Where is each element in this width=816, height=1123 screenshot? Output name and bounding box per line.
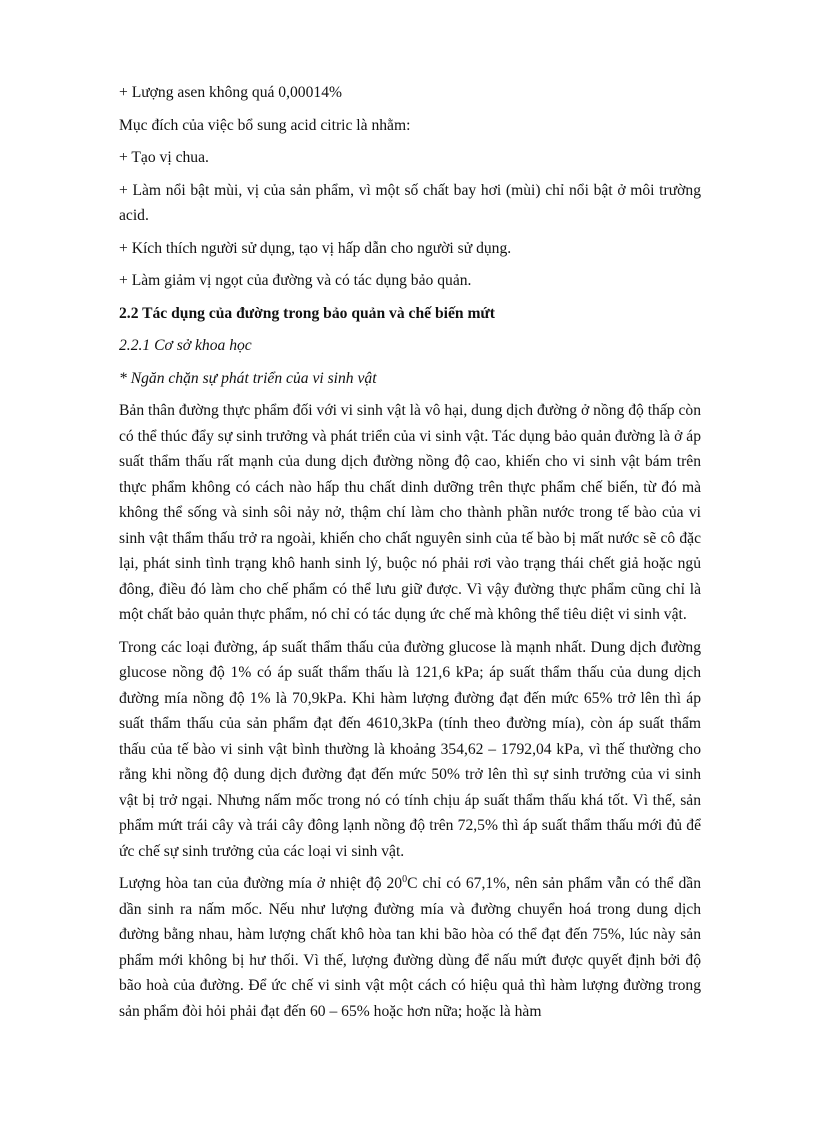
citric-purpose-intro: Mục đích của việc bổ sung acid citric là nhằm: <box>119 116 411 134</box>
paragraph-microbe-inhibition: Bản thân đường thực phẩm đối với vi sinh vật là vô hại, dung dịch đường ở nồng độ thấp còn có thể thúc đẩy sự sinh trưởng và phát triển của vi sinh vật. Tác dụng bảo quản đường là ở áp suất thẩm thấu rất mạnh của dung dịch đường nồng độ cao, khiến cho vi sinh vật bám trên thực phẩm không có cách nào hấp thu chất dinh dưỡng trên thực phẩm chế biến, từ đó mà không thể sống và sinh sôi nảy nở, thậm chí làm cho thành phần nước trong tế bào của vi sinh vật thẩm thấu trở ra ngoài, khiến cho chất nguyên sinh của tế bào bị mất nước sẽ cô đặc lại, phát sinh tình trạng khô hanh sinh lý, buộc nó phải rơi vào trạng thái chết giả hoặc ngủ đông, điều đó làm cho chế phẩm có thể lưu giữ được. Vì vậy đường thực phẩm cũng chỉ là một chất bảo quản thực phẩm, nó chỉ có tác dụng ức chế mà không thể tiêu diệt vi sinh vật. <box>119 402 701 623</box>
purpose-item-preserve: + Làm giảm vị ngọt của đường và có tác dụng bảo quản. <box>119 272 472 289</box>
bullet-heading: * Ngăn chặn sự phát triển của vi sinh vật <box>119 369 377 387</box>
subsection-heading: 2.2.1 Cơ sở khoa học <box>119 337 252 354</box>
paragraph-solubility <box>119 871 701 1024</box>
solubility-text-rest: C chỉ có 67,1%, nên sản phẩm vẫn có thể dần dần sinh ra nấm mốc. Nếu như lượng đường mía và đường chuyển hoá trong dung dịch đường bằng nhau, hàm lượng chất khô hòa tan khi bão hòa có thể đạt đến 75%, lúc này sản phẩm mới không bị hư thối. Vì thế, lượng đường dùng để nấu mứt được quyết định bởi độ bão hoà của đường. Để ức chế vi sinh vật một cách có hiệu quả thì hàm lượng đường trong sản phẩm đòi hỏi phải đạt đến 60 – 65% hoặc hơn nữa; hoặc là hàm <box>119 875 701 1020</box>
purpose-item-sour: + Tạo vị chua. <box>119 149 209 166</box>
solubility-text-start: Lượng hòa tan của đường mía ở nhiệt độ 20 <box>119 875 403 892</box>
purpose-item-aroma: + Làm nổi bật mùi, vị của sản phẩm, vì một số chất bay hơi (mùi) chỉ nổi bật ở môi trường acid. <box>119 181 701 224</box>
purpose-item-appeal: + Kích thích người sử dụng, tạo vị hấp dẫn cho người sử dụng. <box>119 239 512 257</box>
paragraph-osmotic-pressure: Trong các loại đường, áp suất thẩm thấu của đường glucose là mạnh nhất. Dung dịch đường glucose nồng độ 1% có áp suất thẩm thấu là 121,6 kPa; áp suất thẩm thấu của dung dịch đường mía nồng độ 1% là 70,9kPa. Khi hàm lượng đường đạt đến mức 65% trở lên thì áp suất thẩm thấu của sản phẩm đạt đến 4610,3kPa (tính theo đường mía), còn áp suất thẩm thấu của tế bào vi sinh vật bình thường là khoảng 354,62 – 1792,04 kPa, vì thế thường cho rằng khi nồng độ dung dịch đường đạt đến mức 50% trở lên thì sự sinh trưởng của vi sinh vật bị trở ngại. Nhưng nấm mốc trong nó có tính chịu áp suất thẩm thấu khá tốt. Vì thế, sản phẩm mứt trái cây và trái cây đông lạnh nồng độ trên 72,5% thì áp suất thẩm thấu mới đủ để ức chế sự sinh trưởng của các loại vi sinh vật. <box>119 638 701 860</box>
section-heading: 2.2 Tác dụng của đường trong bảo quản và chế biến mứt <box>119 304 495 322</box>
document-page <box>119 80 701 1031</box>
asen-limit-line: + Lượng asen không quá 0,00014% <box>119 84 342 101</box>
degree-superscript: 0 <box>402 873 408 885</box>
